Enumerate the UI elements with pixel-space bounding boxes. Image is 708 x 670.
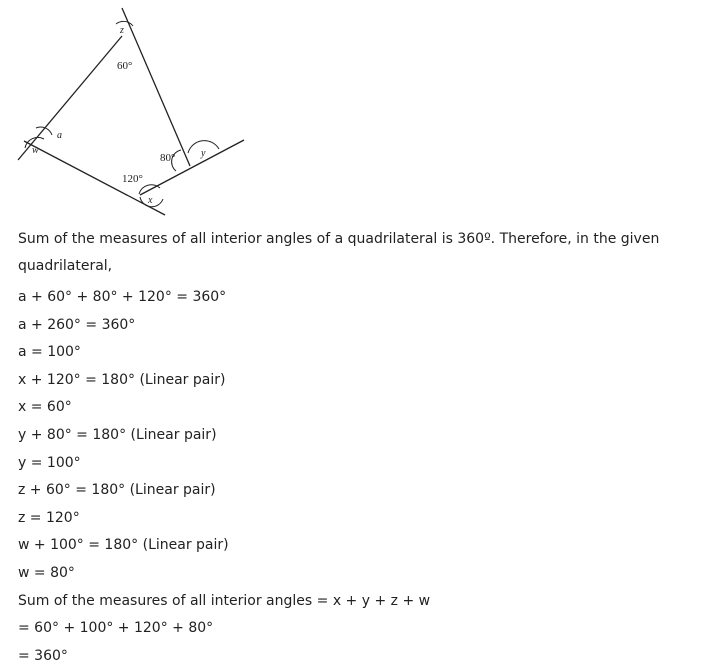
label-x: x [148, 195, 153, 206]
label-w: w [32, 145, 39, 156]
label-120: 120° [122, 173, 143, 185]
label-a: a [57, 130, 62, 141]
solution-step: y + 80° = 180° (Linear pair) [18, 426, 217, 443]
label-z: z [120, 25, 124, 36]
solution-step: a + 60° + 80° + 120° = 360° [18, 289, 227, 305]
quadrilateral-figure [0, 0, 260, 222]
solution-intro: Sum of the measures of all interior angles of a quadrilateral is 360º. Therefore, in the given quadrilateral, [18, 231, 660, 274]
solution-step: Sum of the measures of all interior angles = x + y + z + w [18, 592, 431, 609]
label-y: y [201, 148, 206, 159]
quadrilateral-diagram [0, 0, 260, 222]
solution-step: z = 120° [18, 509, 80, 526]
side-bottom-right [140, 140, 244, 195]
solution-step: x + 120° = 180° (Linear pair) [18, 371, 226, 388]
solution-text [18, 226, 698, 670]
arc-z [116, 21, 133, 26]
solution-step: z + 60° = 180° (Linear pair) [18, 482, 216, 499]
side-left-top [18, 36, 122, 160]
solution-step: = 60° + 100° + 120° + 80° [18, 620, 214, 637]
label-60: 60° [117, 60, 133, 72]
solution-step: a + 260° = 360° [18, 316, 136, 333]
solution-step: y = 100° [18, 454, 81, 471]
label-80: 80° [160, 152, 176, 164]
solution-step: w + 100° = 180° (Linear pair) [18, 537, 229, 554]
side-top-right [122, 8, 190, 166]
solution-step: x = 60° [18, 399, 72, 416]
solution-step: a = 100° [18, 344, 81, 361]
solution-step: = 360° [18, 647, 68, 664]
solution-step: w = 80° [18, 564, 75, 581]
